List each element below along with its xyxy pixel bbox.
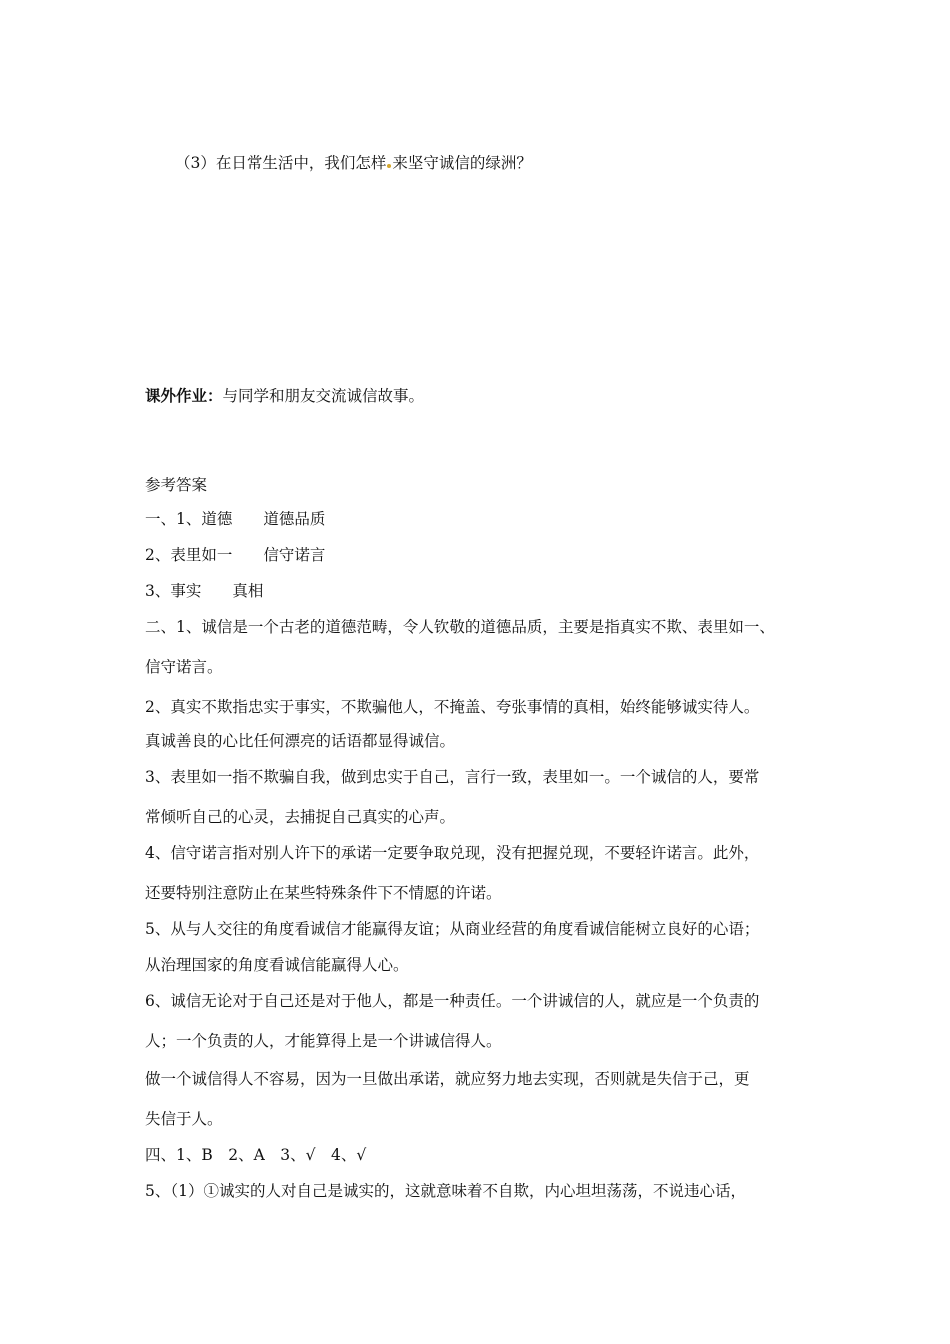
answer-line: 信守诺言。 [145, 658, 223, 676]
homework-text: 与同学和朋友交流诚信故事。 [222, 387, 425, 405]
answer-line: 一、1、道德 道德品质 [145, 510, 326, 528]
question-3-text-after: 来坚守诚信的绿洲？ [392, 154, 532, 172]
answer-line: 从治理国家的角度看诚信能赢得人心。 [145, 956, 409, 974]
homework-line [145, 386, 810, 406]
answers-heading: 参考答案 [145, 476, 208, 494]
answer-line: 四、1、B 2、A 3、√ 4、√ [145, 1146, 367, 1164]
answer-line: 还要特别注意防止在某些特殊条件下不情愿的许诺。 [145, 884, 502, 902]
answer-line: 2、真实不欺指忠实于事实，不欺骗他人，不掩盖、夸张事情的真相，始终能够诚实待人。 [145, 698, 760, 716]
question-3 [175, 153, 810, 173]
homework-label: 课外作业： [145, 386, 223, 405]
answer-line: 4、信守诺言指对别人许下的承诺一定要争取兑现，没有把握兑现，不要轻许诺言。此外， [145, 844, 760, 862]
answer-line: 3、表里如一指不欺骗自我，做到忠实于自己，言行一致，表里如一。一个诚信的人，要常 [145, 768, 760, 786]
answer-line: 3、事实 真相 [145, 582, 264, 600]
question-3-text-before: （3）在日常生活中，我们怎样 [175, 154, 387, 172]
answer-line: 2、表里如一 信守诺言 [145, 546, 326, 564]
answer-line: 人；一个负责的人，才能算得上是一个讲诚信得人。 [145, 1032, 502, 1050]
answer-line: 5、从与人交往的角度看诚信才能赢得友谊；从商业经营的角度看诚信能树立良好的心语； [145, 920, 760, 938]
answer-line: 真诚善良的心比任何漂亮的话语都显得诚信。 [145, 732, 456, 750]
answer-line: 失信于人。 [145, 1110, 223, 1128]
highlight-dot-icon [387, 164, 391, 168]
answer-line: 5、（1）①诚实的人对自己是诚实的，这就意味着不自欺，内心坦坦荡荡，不说违心话， [145, 1182, 746, 1200]
answer-line: 做一个诚信得人不容易，因为一旦做出承诺，就应努力地去实现，否则就是失信于己，更 [145, 1070, 750, 1088]
answer-line: 6、诚信无论对于自己还是对于他人，都是一种责任。一个讲诚信的人，就应是一个负责的 [145, 992, 760, 1010]
answer-line: 二、1、诚信是一个古老的道德范畴，令人钦敬的道德品质，主要是指真实不欺、表里如一、 [145, 618, 775, 636]
answer-line: 常倾听自己的心灵，去捕捉自己真实的心声。 [145, 808, 456, 826]
